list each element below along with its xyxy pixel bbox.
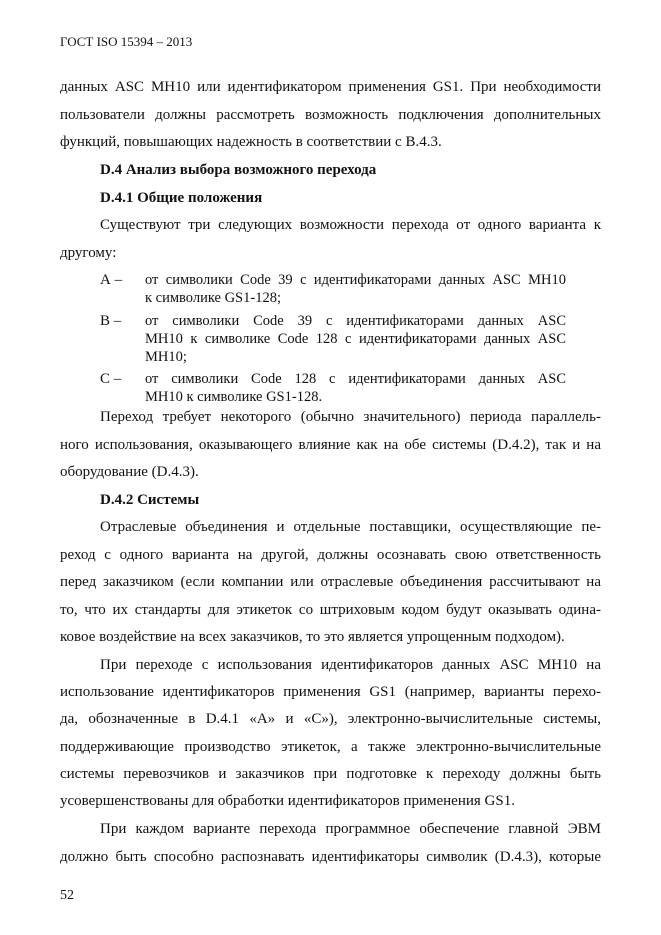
text-line: другому: [60, 245, 117, 261]
text-line: ного использования, оказывающего влияние как на обе системы (D.4.2), так и на [60, 437, 601, 453]
document-header: ГОСТ ISO 15394 – 2013 [60, 34, 193, 49]
text-line: При переходе с использования идентификаторов данных ASC MH10 на [100, 657, 601, 673]
text-line: перед заказчиком (если компании или отраслевые объединения рассчитывают на [60, 574, 601, 590]
text-line: ковое воздействие на всех заказчиков, то это является упрощенным подходом). [60, 629, 565, 645]
list-marker: А – [100, 272, 123, 288]
text-line: реход с одного варианта на другой, должны осознавать свою ответственность [60, 547, 601, 563]
list-marker: В – [100, 313, 122, 329]
text-line: пользователи должны рассмотреть возможность подключения дополнительных [60, 107, 601, 123]
list-marker: С – [100, 371, 122, 387]
text-line: должно быть способно распознавать идентификаторы символик (D.4.3), которые [60, 849, 601, 865]
text-line: функций, повышающих надежность в соответствии с В.4.3. [60, 134, 442, 150]
text-line: использование идентификаторов применения GS1 (например, варианты перехо- [60, 684, 601, 700]
list-item-line: MH10 к символике GS1-128. [145, 389, 323, 405]
list-item-line: к символике GS1-128; [145, 290, 281, 306]
text-line: При каждом варианте перехода программное обеспечение главной ЭВМ [100, 821, 601, 837]
list-item-line: MH10 к символике Code 128 с идентификаторами данных ASC [145, 331, 566, 347]
subsection-heading: D.4.1 Общие положения [100, 190, 263, 206]
list-item-line: от символики Code 39 с идентификаторами данных ASC [145, 313, 566, 329]
text-line: Существуют три следующих возможности перехода от одного варианта к [100, 217, 601, 233]
text-line: Переход требует некоторого (обычно значительного) периода параллель- [100, 409, 601, 425]
list-item-line: от символики Code 128 с идентификаторами данных ASC [145, 371, 566, 387]
section-heading: D.4 Анализ выбора возможного перехода [100, 162, 377, 178]
subsection-heading: D.4.2 Системы [100, 492, 200, 508]
text-line: данных ASC MH10 или идентификатором применения GS1. При необходимости [60, 79, 601, 95]
list-item-line: от символики Code 39 с идентификаторами данных ASC MH10 [145, 272, 566, 288]
text-line: да, обозначенные в D.4.1 «А» и «С»), электронно-вычислительные системы, [60, 711, 601, 727]
page-number: 52 [60, 888, 74, 903]
text-line: усовершенствованы для обработки идентификаторов применения GS1. [60, 793, 515, 809]
text-line: поддерживающие производство этикеток, а также электронно-вычислительные [60, 739, 601, 755]
text-line: Отраслевые объединения и отдельные поставщики, осуществляющие пе- [100, 519, 601, 535]
list-item-line: MH10; [145, 349, 187, 365]
text-line: системы перевозчиков и заказчиков при подготовке к переходу должны быть [60, 766, 601, 782]
text-line: оборудование (D.4.3). [60, 464, 199, 480]
text-line: то, что их стандарты для этикеток со штриховым кодом будут оказывать одина- [60, 602, 601, 618]
